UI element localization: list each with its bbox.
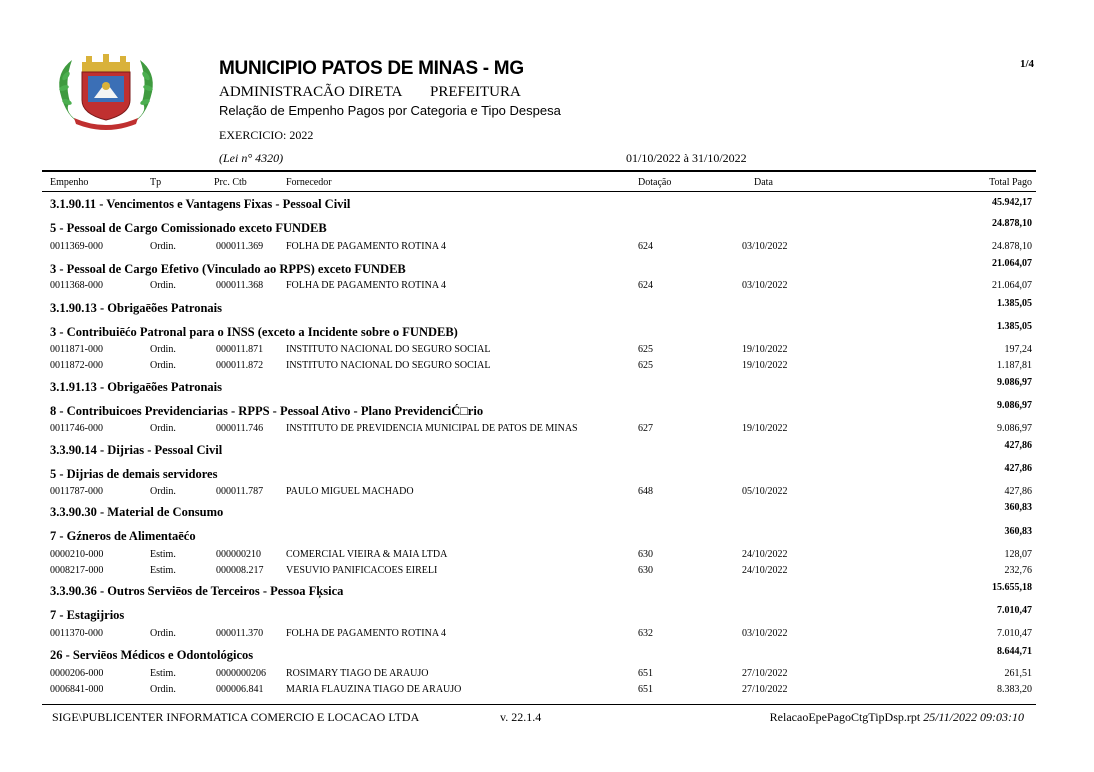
footer-version: v. 22.1.4 <box>500 710 542 724</box>
row-tp: Ordin. <box>150 628 176 639</box>
category-label: 26 - Serviēos Médicos e Odontológicos <box>50 648 254 662</box>
municipality-title: MUNICIPIO PATOS DE MINAS - MG <box>219 58 524 79</box>
row-tp: Estim. <box>150 565 176 576</box>
row-data: 19/10/2022 <box>742 344 788 355</box>
row-empenho: 0000210-000 <box>50 549 104 560</box>
row-prc: 000011.370 <box>216 628 264 639</box>
row-tp: Ordin. <box>150 344 176 355</box>
row-fornecedor: VESUVIO PANIFICACOES EIRELI <box>286 565 438 576</box>
row-prc: 000011.746 <box>216 423 264 434</box>
row-data: 27/10/2022 <box>742 668 788 679</box>
row-total: 197,24 <box>1004 344 1032 355</box>
footer-divider <box>42 704 1036 705</box>
row-tp: Estim. <box>150 668 176 679</box>
row-data: 03/10/2022 <box>742 628 788 639</box>
row-dotacao: 625 <box>638 344 653 355</box>
footer-report-file: RelacaoEpePagoCtgTipDsp.rpt <box>769 710 921 724</box>
row-tp: Ordin. <box>150 241 176 252</box>
row-total: 128,07 <box>1004 549 1032 560</box>
category-total: 1.385,05 <box>997 298 1032 309</box>
row-fornecedor: FOLHA DE PAGAMENTO ROTINA 4 <box>286 241 447 252</box>
row-data: 19/10/2022 <box>742 360 788 371</box>
col-header-fornecedor: Fornecedor <box>286 177 332 188</box>
category-total: 45.942,17 <box>992 197 1032 208</box>
footer-timestamp: 25/11/2022 09:03:10 <box>923 710 1024 724</box>
row-fornecedor: FOLHA DE PAGAMENTO ROTINA 4 <box>286 280 447 291</box>
row-total: 7.010,47 <box>997 628 1032 639</box>
row-empenho: 0011872-000 <box>50 360 103 371</box>
row-fornecedor: MARIA FLAUZINA TIAGO DE ARAUJO <box>286 684 462 695</box>
row-total: 21.064,07 <box>992 280 1032 291</box>
row-empenho: 0006841-000 <box>50 684 104 695</box>
category-total: 8.644,71 <box>997 646 1032 657</box>
category-label: 3 - Pessoal de Cargo Efetivo (Vinculado ao RPPS) exceto FUNDEB <box>50 262 406 276</box>
row-empenho: 0008217-000 <box>50 565 104 576</box>
row-empenho: 0011871-000 <box>50 344 103 355</box>
category-total: 360,83 <box>1004 502 1032 513</box>
footer-report <box>770 710 1024 725</box>
row-fornecedor: INSTITUTO DE PREVIDENCIA MUNICIPAL DE PATOS DE MINAS <box>286 423 578 434</box>
row-prc: 0000000206 <box>216 668 266 679</box>
category-label: 7 - Estagijrios <box>50 608 125 622</box>
prefeitura-label: PREFEITURA <box>430 84 521 100</box>
category-label: 7 - Gźneros de Alimentaēćo <box>50 529 196 543</box>
row-empenho: 0011370-000 <box>50 628 103 639</box>
row-total: 1.187,81 <box>997 360 1032 371</box>
category-total: 21.064,07 <box>992 258 1032 269</box>
footer-company: SIGE\PUBLICENTER INFORMATICA COMERCIO E LOCACAO LTDA <box>52 710 420 724</box>
category-total: 1.385,05 <box>997 321 1032 332</box>
row-data: 27/10/2022 <box>742 684 788 695</box>
row-dotacao: 630 <box>638 549 653 560</box>
col-header-prc-ctb: Prc. Ctb <box>214 177 247 188</box>
col-header-data: Data <box>754 177 773 188</box>
category-total: 9.086,97 <box>997 377 1032 388</box>
row-prc: 000011.368 <box>216 280 264 291</box>
category-label: 8 - Contribuicoes Previdenciarias - RPPS - Pessoal Ativo - Plano PrevidenciĆ□rio <box>50 404 484 418</box>
row-tp: Ordin. <box>150 684 176 695</box>
row-prc: 000006.841 <box>216 684 264 695</box>
row-data: 03/10/2022 <box>742 241 788 252</box>
row-empenho: 0011746-000 <box>50 423 103 434</box>
row-tp: Estim. <box>150 549 176 560</box>
exercise-year: EXERCICIO: 2022 <box>219 128 314 142</box>
row-prc: 000011.369 <box>216 241 264 252</box>
category-total: 9.086,97 <box>997 400 1032 411</box>
municipal-crest-logo <box>52 52 160 132</box>
row-prc: 000008.217 <box>216 565 264 576</box>
row-dotacao: 651 <box>638 668 653 679</box>
report-period: 01/10/2022 à 31/10/2022 <box>626 151 747 165</box>
row-dotacao: 625 <box>638 360 653 371</box>
row-dotacao: 627 <box>638 423 653 434</box>
row-dotacao: 630 <box>638 565 653 576</box>
row-prc: 000011.872 <box>216 360 264 371</box>
row-fornecedor: FOLHA DE PAGAMENTO ROTINA 4 <box>286 628 447 639</box>
row-tp: Ordin. <box>150 423 176 434</box>
row-data: 24/10/2022 <box>742 549 788 560</box>
row-total: 232,76 <box>1004 565 1032 576</box>
category-label: 3.1.90.13 - Obrigaēões Patronais <box>50 301 222 315</box>
row-dotacao: 624 <box>638 280 653 291</box>
administration-label: ADMINISTRACÃO DIRETA <box>219 84 403 100</box>
category-total: 24.878,10 <box>992 218 1032 229</box>
row-total: 427,86 <box>1004 486 1032 497</box>
category-total: 427,86 <box>1004 440 1032 451</box>
category-total: 360,83 <box>1004 526 1032 537</box>
row-total: 24.878,10 <box>992 241 1032 252</box>
row-data: 03/10/2022 <box>742 280 788 291</box>
category-label: 3.3.90.30 - Material de Consumo <box>50 505 224 519</box>
category-label: 3.1.90.11 - Vencimentos e Vantagens Fixas - Pessoal Civil <box>50 197 351 211</box>
row-data: 19/10/2022 <box>742 423 788 434</box>
category-total: 15.655,18 <box>992 582 1032 593</box>
category-label: 5 - Pessoal de Cargo Comissionado exceto FUNDEB <box>50 221 327 235</box>
row-dotacao: 648 <box>638 486 653 497</box>
category-total: 7.010,47 <box>997 605 1032 616</box>
row-tp: Ordin. <box>150 486 176 497</box>
row-total: 9.086,97 <box>997 423 1032 434</box>
category-total: 427,86 <box>1004 463 1032 474</box>
col-header-empenho: Empenho <box>50 177 89 188</box>
category-label: 3.1.91.13 - Obrigaēões Patronais <box>50 380 222 394</box>
report-subtitle: Relação de Empenho Pagos por Categoria e Tipo Despesa <box>219 103 561 118</box>
row-tp: Ordin. <box>150 360 176 371</box>
page-number: 1/4 <box>1019 58 1034 70</box>
row-empenho: 0011787-000 <box>50 486 103 497</box>
category-label: 3.3.90.36 - Outros Serviēos de Terceiros - Pessoa Fķsica <box>50 584 344 598</box>
column-header-divider <box>42 191 1036 192</box>
category-label: 5 - Dijrias de demais servidores <box>50 467 218 481</box>
row-tp: Ordin. <box>150 280 176 291</box>
col-header-total-pago: Total Pago <box>989 177 1032 188</box>
col-header-dotacao: Dotação <box>638 177 672 188</box>
row-data: 05/10/2022 <box>742 486 788 497</box>
category-label: 3 - Contribuiēćo Patronal para o INSS (exceto a Incidente sobre o FUNDEB) <box>50 325 458 339</box>
row-total: 261,51 <box>1004 668 1032 679</box>
row-fornecedor: PAULO MIGUEL MACHADO <box>286 486 414 497</box>
category-label: 3.3.90.14 - Dijrias - Pessoal Civil <box>50 443 223 457</box>
row-prc: 000000210 <box>216 549 261 560</box>
row-empenho: 0011369-000 <box>50 241 103 252</box>
row-dotacao: 632 <box>638 628 653 639</box>
row-empenho: 0011368-000 <box>50 280 103 291</box>
row-fornecedor: COMERCIAL VIEIRA & MAIA LTDA <box>286 549 448 560</box>
row-data: 24/10/2022 <box>742 565 788 576</box>
col-header-tp: Tp <box>150 177 162 188</box>
row-fornecedor: INSTITUTO NACIONAL DO SEGURO SOCIAL <box>286 344 491 355</box>
row-fornecedor: ROSIMARY TIAGO DE ARAUJO <box>286 668 429 679</box>
row-prc: 000011.787 <box>216 486 264 497</box>
row-dotacao: 624 <box>638 241 653 252</box>
header-divider <box>42 170 1036 172</box>
law-reference: (Lei n° 4320) <box>219 151 284 165</box>
row-dotacao: 651 <box>638 684 653 695</box>
row-empenho: 0000206-000 <box>50 668 104 679</box>
row-prc: 000011.871 <box>216 344 264 355</box>
row-total: 8.383,20 <box>997 684 1032 695</box>
row-fornecedor: INSTITUTO NACIONAL DO SEGURO SOCIAL <box>286 360 491 371</box>
